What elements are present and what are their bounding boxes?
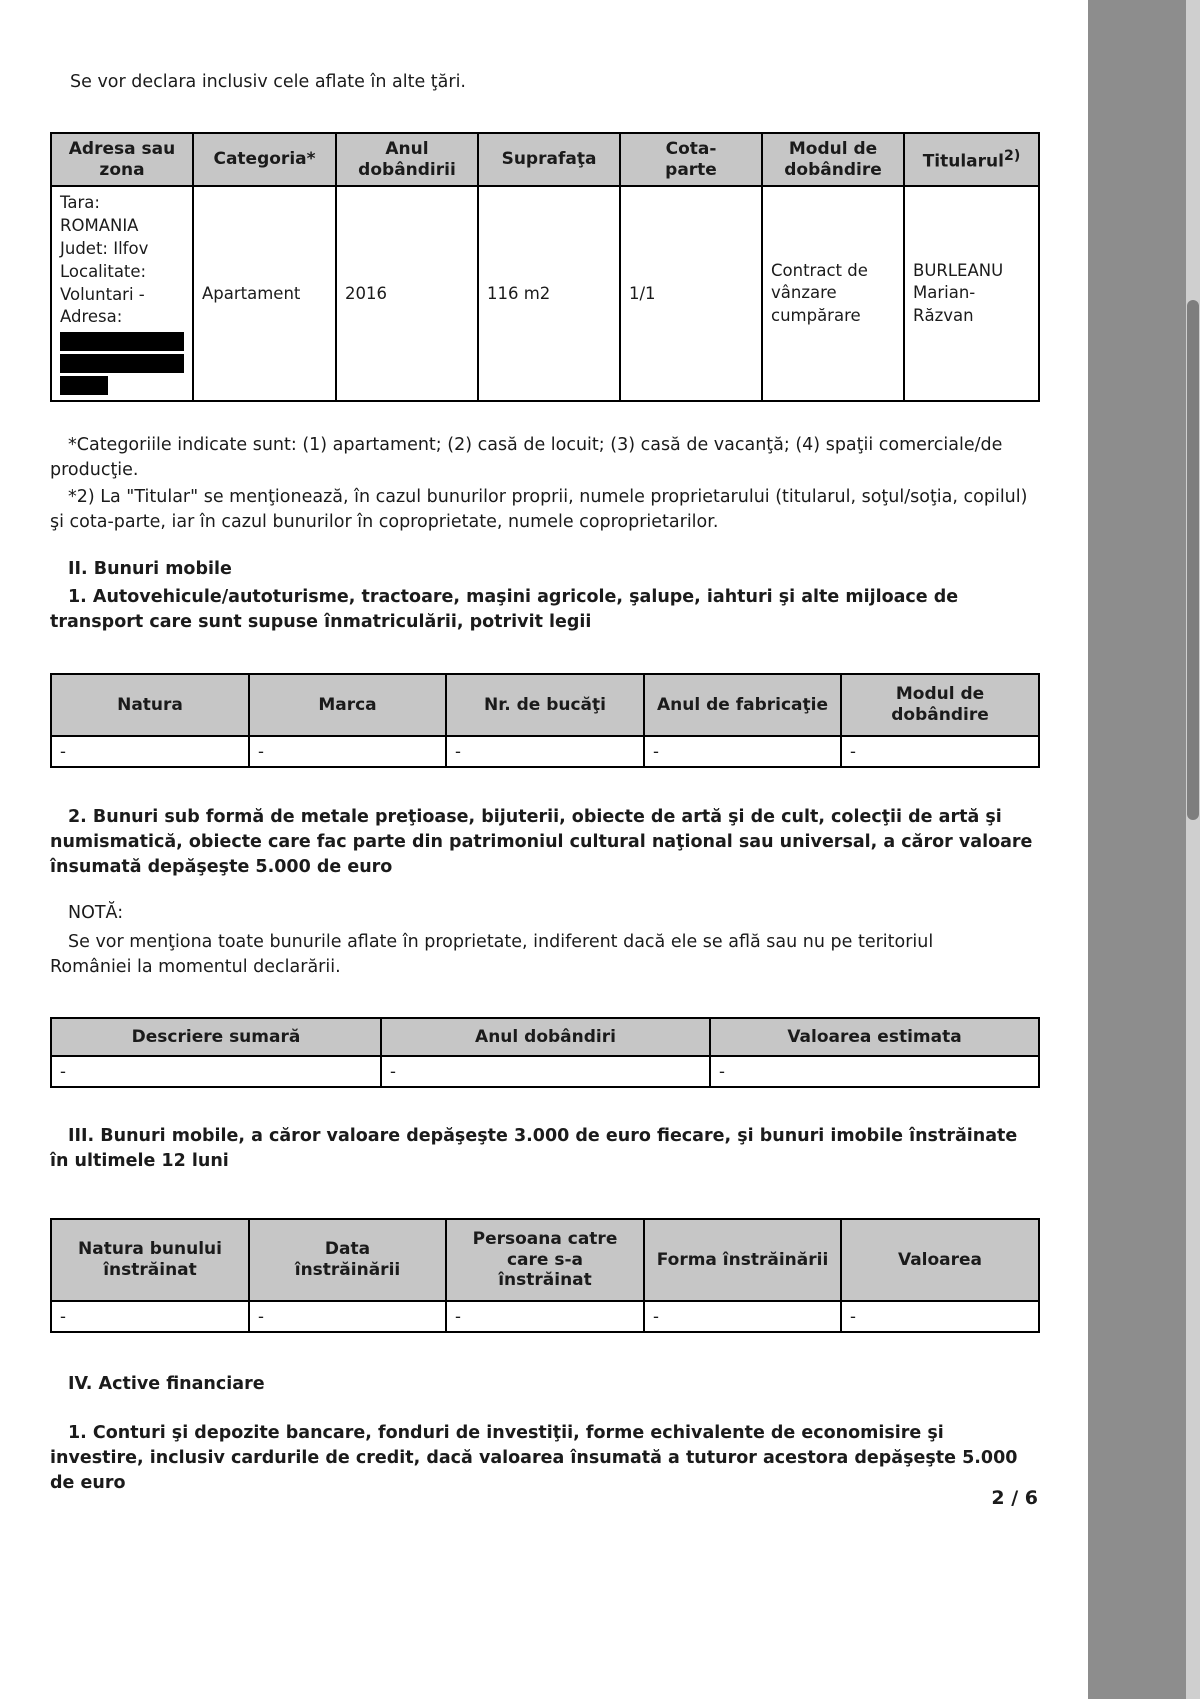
col-header-category: Categoria* — [193, 133, 336, 186]
cell-count: - — [446, 736, 644, 767]
address-line: Adresa: — [60, 307, 123, 327]
col-header-value: Valoarea — [841, 1219, 1039, 1301]
header-line: Anul — [385, 139, 429, 159]
header-line: Modul de — [788, 139, 878, 159]
section-subheading-4-1: 1. Conturi şi depozite bancare, fonduri de investiţii, forme echivalente de economisire şi investire, inclusiv cardurile de credit, dacă valoarea însumată a tuturor acestora depăşeşte 5.000 de euro — [50, 1423, 1018, 1493]
cell-alienation-form: - — [644, 1301, 841, 1332]
header-line: Titularul — [922, 151, 1004, 172]
cell-estimated-value: - — [710, 1056, 1039, 1087]
col-header-alienated-good-nature — [51, 1219, 249, 1301]
col-header-alienation-recipient — [446, 1219, 644, 1301]
section-subheading-2-1: 1. Autovehicule/autoturisme, tractoare, maşini agricole, şalupe, iahturi şi alte mijloace de transport care sunt supuse înmatriculării, potrivit legii — [50, 587, 959, 632]
table-row — [51, 1301, 1039, 1332]
col-header-estimated-value: Valoarea estimata — [710, 1018, 1039, 1056]
table-header-row — [51, 674, 1039, 736]
header-line: înstrăinării — [294, 1260, 401, 1280]
nota-label: NOTĂ: — [68, 903, 124, 923]
cell-alienation-date: - — [249, 1301, 446, 1332]
cell-acquisition-mode: - — [841, 736, 1039, 767]
table-header-row — [51, 1018, 1039, 1056]
section-heading-3: III. Bunuri mobile, a căror valoare depăşeşte 3.000 de euro fiecare, şi bunuri imobile înstrăinate în ultimele 12 luni — [50, 1126, 1018, 1171]
cell-address — [51, 186, 193, 401]
alienated-goods-table — [50, 1218, 1040, 1333]
cell-acquisition-mode — [762, 186, 904, 401]
acq-line: Contract de — [771, 260, 868, 280]
table-row — [51, 736, 1039, 767]
col-header-surface: Suprafaţa — [478, 133, 620, 186]
col-header-acquisition-mode — [762, 133, 904, 186]
table-row — [51, 1056, 1039, 1087]
col-header-brand: Marca — [249, 674, 446, 736]
header-line: dobândirii — [358, 159, 456, 180]
header-line: Cota- — [665, 139, 717, 159]
table-header-row — [51, 1219, 1039, 1301]
valuables-table — [50, 1017, 1040, 1088]
cell-alienation-recipient: - — [446, 1301, 644, 1332]
col-header-nature: Natura — [51, 674, 249, 736]
header-line: înstrăinat — [103, 1260, 197, 1280]
redaction-bar — [60, 354, 184, 373]
header-line: parte — [665, 159, 717, 180]
col-header-acquisition-year: Anul dobândiri — [381, 1018, 710, 1056]
cell-manufacture-year: - — [644, 736, 841, 767]
col-header-share — [620, 133, 762, 186]
address-line: Judet: Ilfov — [60, 239, 149, 258]
cell-brand: - — [249, 736, 446, 767]
cell-acquisition-year: - — [381, 1056, 710, 1087]
header-line: dobândire — [784, 159, 882, 180]
address-line: Voluntari - — [60, 284, 145, 304]
owner-line: BURLEANU — [913, 260, 1004, 280]
header-line: Natura bunului — [78, 1239, 222, 1260]
address-line: Tara: — [60, 193, 100, 213]
col-header-year — [336, 133, 478, 186]
cell-share: 1/1 — [620, 186, 762, 401]
cell-year: 2016 — [336, 186, 478, 401]
col-header-short-description: Descriere sumară — [51, 1018, 381, 1056]
header-line: Adresa sau — [68, 139, 176, 159]
header-line: dobândire — [891, 705, 989, 725]
owner-line: Marian- — [913, 283, 976, 303]
cell-surface: 116 m2 — [478, 186, 620, 401]
acq-line: vânzare — [771, 283, 837, 303]
col-header-alienation-form: Forma înstrăinării — [644, 1219, 841, 1301]
address-line: ROMANIA — [60, 216, 139, 236]
col-header-address — [51, 133, 193, 186]
header-line: Data — [324, 1239, 371, 1260]
table-header-row — [51, 133, 1039, 186]
cell-nature: - — [51, 736, 249, 767]
vertical-scrollbar[interactable] — [1186, 0, 1200, 1699]
header-line: Modul de — [895, 684, 985, 705]
owner-line: Răzvan — [913, 306, 974, 326]
header-line: zona — [99, 159, 145, 180]
acq-line: cumpărare — [771, 306, 861, 326]
footnote-categories: *Categoriile indicate sunt: (1) apartament; (2) casă de locuit; (3) casă de vacanţă; (4) spaţii comerciale/de producţie. — [50, 435, 1003, 480]
redaction-bar — [60, 376, 108, 395]
cell-value: - — [841, 1301, 1039, 1332]
intro-note: Se vor declara inclusiv cele aflate în alte ţări. — [70, 72, 466, 92]
cell-alienated-good-nature: - — [51, 1301, 249, 1332]
footnote-owner: *2) La "Titular" se menţionează, în cazul bunurilor proprii, numele proprietarului (titularul, soţul/soţia, copilul) şi cota-parte, iar în cazul bunurilor în coproprietate, numele coproprietarilor. — [50, 487, 1028, 532]
cell-category: Apartament — [193, 186, 336, 401]
section-heading-2: II. Bunuri mobile — [68, 559, 232, 579]
col-header-alienation-date — [249, 1219, 446, 1301]
scrollbar-thumb[interactable] — [1187, 300, 1199, 820]
header-footnote-marker: 2) — [1003, 147, 1021, 164]
cell-owner — [904, 186, 1039, 401]
col-header-owner — [904, 133, 1039, 186]
section-heading-4: IV. Active financiare — [68, 1374, 265, 1394]
col-header-manufacture-year: Anul de fabricaţie — [644, 674, 841, 736]
page-number: 2 / 6 — [991, 1487, 1038, 1509]
redaction-bar — [60, 332, 184, 351]
viewer-gutter — [1088, 0, 1200, 1699]
header-line: înstrăinat — [498, 1270, 592, 1291]
vehicles-table — [50, 673, 1040, 768]
col-header-count: Nr. de bucăţi — [446, 674, 644, 736]
nota-body: Se vor menţiona toate bunurile aflate în proprietate, indiferent dacă ele se află sau nu pe teritoriul României la momentul declarării. — [50, 932, 934, 977]
col-header-acquisition-mode — [841, 674, 1039, 736]
address-line: Localitate: — [60, 261, 147, 281]
header-line: care s-a — [506, 1249, 584, 1270]
table-row — [51, 186, 1039, 401]
section-subheading-2-2: 2. Bunuri sub formă de metale preţioase, bijuterii, obiecte de artă şi de cult, colecţii de artă şi numismatică, obiecte care fac parte din patrimoniul cultural naţional sau universal, a căror valoare însumată depăşeşte 5.000 de euro — [50, 807, 1033, 877]
real-estate-table — [50, 132, 1040, 402]
header-line: Persoana catre — [472, 1228, 618, 1249]
cell-short-description: - — [51, 1056, 381, 1087]
